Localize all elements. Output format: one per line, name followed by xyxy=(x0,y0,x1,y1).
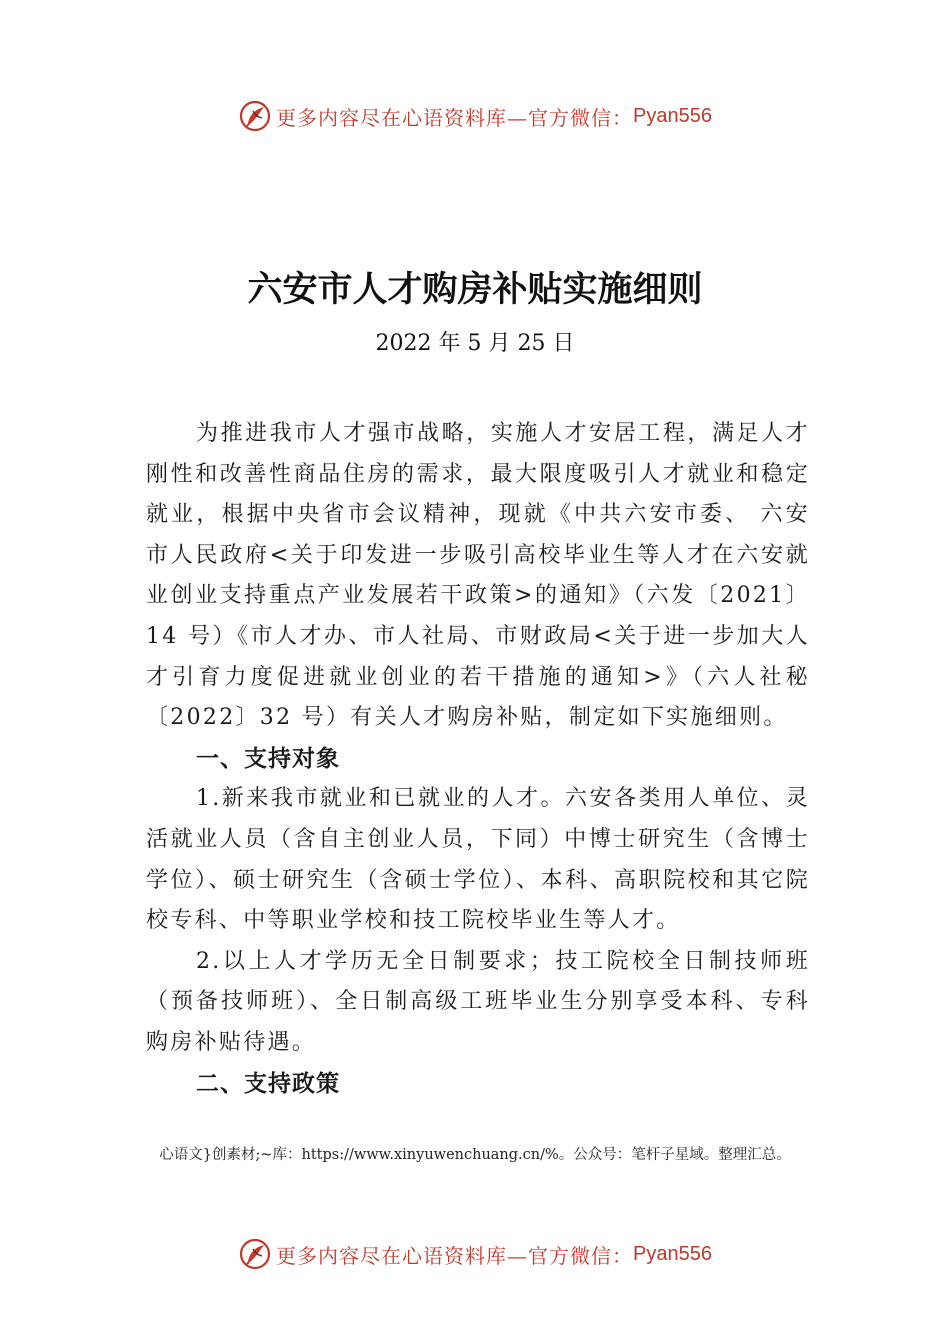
banner-text: 更多内容尽在心语资料库—官方微信： xyxy=(276,1243,634,1268)
list-item-1: 1.新来我市就业和已就业的人才。六安各类用人单位、灵活就业人员（含自主创业人员，下同）中博士研究生（含博士学位）、硕士研究生（含硕士学位）、本科、高职院校和其它院校专科、中等职业学校和技工院校毕业生等人才。 xyxy=(146,786,810,934)
banner-text: 更多内容尽在心语资料库—官方微信： xyxy=(276,105,634,130)
document-title: 六安市人才购房补贴实施细则 xyxy=(247,270,703,310)
footer-banner xyxy=(0,1232,950,1276)
section-heading-2: 二、支持政策 xyxy=(196,1070,340,1097)
banner-contact: Pyan556 xyxy=(633,104,712,127)
list-item-2: 2.以上人才学历无全日制要求；技工院校全日制技师班（预备技师班）、全日制高级工班毕业生分别享受本科、专科购房补贴待遇。 xyxy=(146,948,810,1055)
pen-leaf-logo-icon xyxy=(238,99,272,133)
footer-note: 心语文}创素材;~库：https://www.xinyuwenchuang.cn/%。公众号：笔杆子星域。整理汇总。 xyxy=(159,1147,791,1163)
header-banner xyxy=(0,94,950,138)
pen-leaf-logo-icon xyxy=(238,1237,272,1271)
section-heading-1: 一、支持对象 xyxy=(196,745,340,772)
document-body xyxy=(146,414,810,1104)
document-date: 2022 年 5 月 25 日 xyxy=(375,331,575,356)
intro-paragraph: 为推进我市人才强市战略，实施人才安居工程，满足人才刚性和改善性商品住房的需求，最大限度吸引人才就业和稳定就业，根据中央省市会议精神，现就《中共六安市委、 六安市人民政府<关于印发进一步吸引高校毕业生等人才在六安就业创业支持重点产业发展若干政策>的通知》（六发〔2021〕14 号）《市人才办、市人社局、市财政局<关于进一步加大人才引育力度促进就业创业的若干措施的通知>》（六人社秘〔2022〕32 号）有关人才购房补贴，制定如下实施细则。 xyxy=(146,421,810,731)
banner-contact: Pyan556 xyxy=(633,1242,712,1265)
